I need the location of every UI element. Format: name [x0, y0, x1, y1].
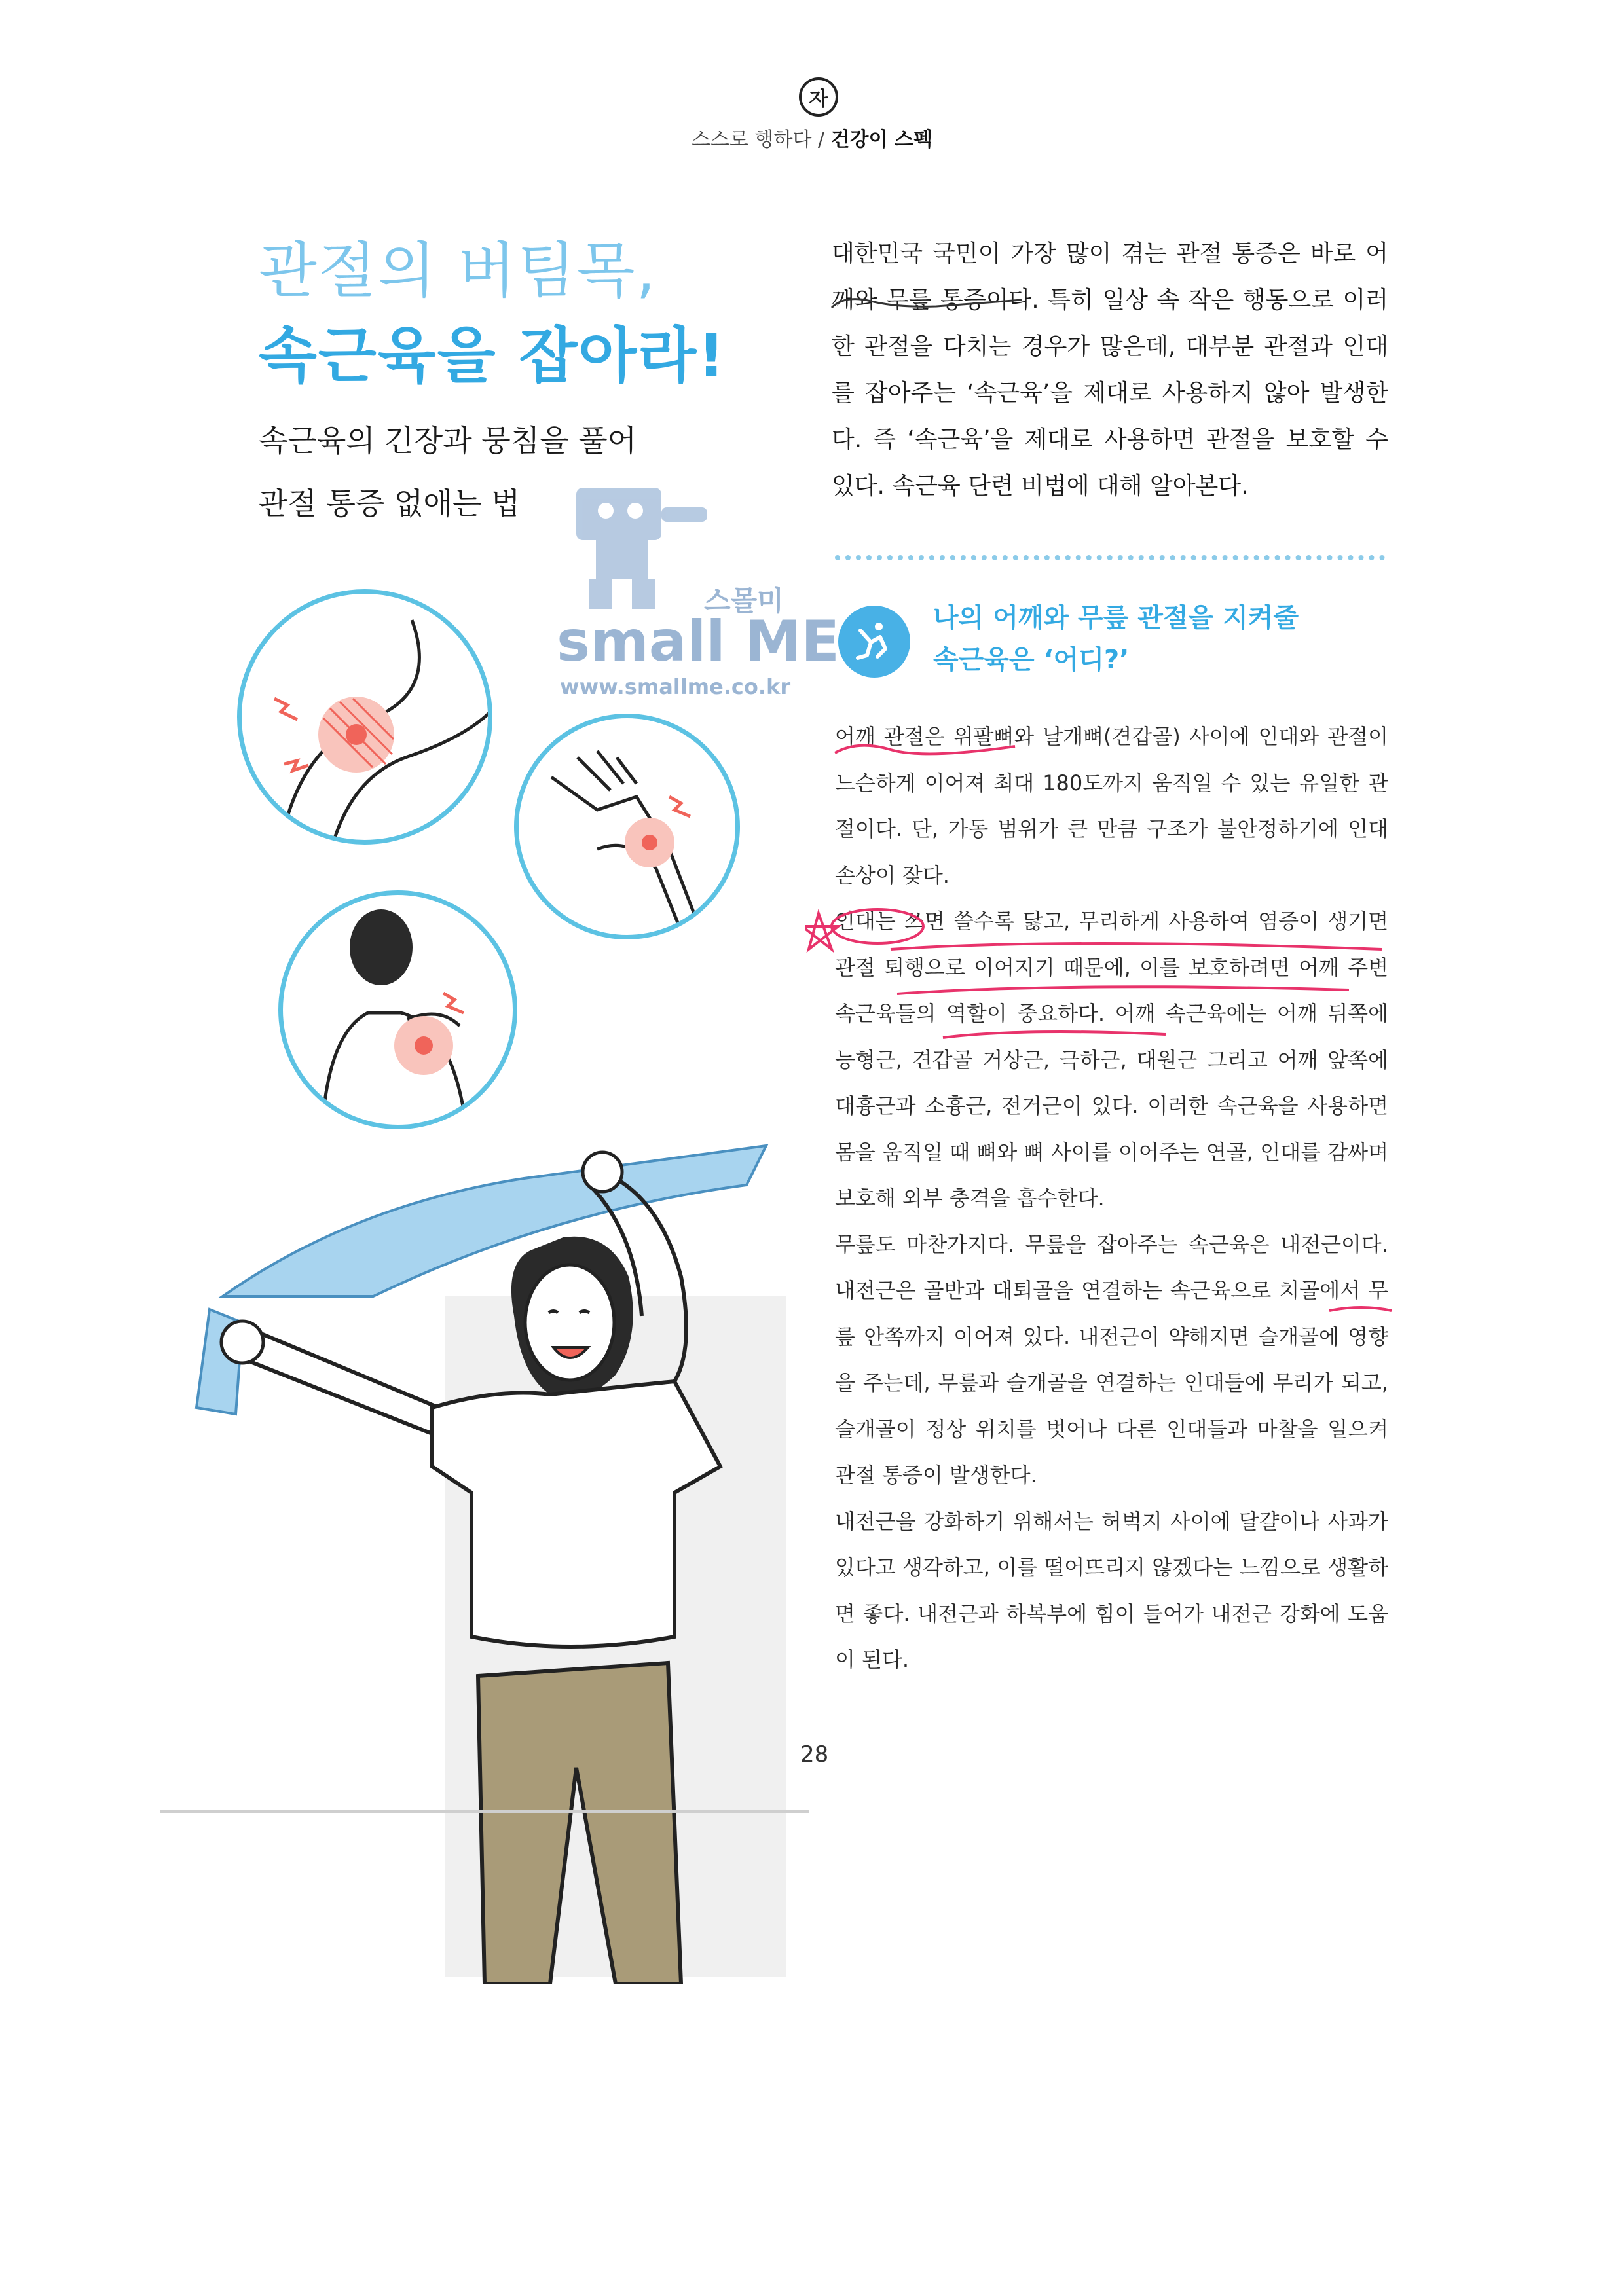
right-hand — [583, 1152, 622, 1192]
watermark-name-en: small ME — [557, 609, 840, 674]
pen-underline-role — [943, 1032, 1166, 1038]
woman-stretching-illustration — [157, 1100, 812, 1984]
body-paragraph-3: 무릎도 마찬가지다. 무릎을 잡아주는 속근육은 내전근이다. 내전근은 골반과 대퇴골을 연결하는 속근육으로 치골에서 무릎 안쪽까지 이어져 있다. 내전근이 약해지면 슬개골에 영향을 주는데, 무릎과 슬개골을 연결하는 인대들에 무리가 되고, 슬개골이 정상 위치를 벗어나 다른 인대들과 마찰을 일으켜 관절 통증이 발생한다. — [835, 1231, 1388, 1487]
left-arm — [242, 1326, 439, 1434]
section-title-line-1: 나의 어깨와 무릎 관절을 지켜줄 — [933, 603, 1299, 633]
stretch-band — [223, 1146, 766, 1296]
body-paragraph-2: 인대는 쓰면 쓸수록 닳고, 무리하게 사용하여 염증이 생기면 관절 퇴행으로 이어지기 때문에, 이를 보호하려면 어깨 주변 속근육들의 역할이 중요하다. 어깨 속근육에는 어깨 뒤쪽에 능형근, 견갑골 거상근, 극하근, 대원근 그리고 어깨 앞쪽에 대흉근과 소흉근, 전거근이 있다. 이러한 속근육을 사용하면 몸을 움직일 때 뼈와 뼈 사이를 이어주는 연골, 인대를 감싸며 보호해 외부 충격을 흡수한다. — [835, 909, 1388, 1211]
chapter-badge: 자 — [799, 77, 838, 117]
pen-underline-adductor — [1329, 1307, 1392, 1311]
subtitle-line-2: 관절 통증 없애는 법 — [259, 486, 521, 521]
wrist-pain-circle — [514, 714, 740, 939]
header-section: 스스로 행하다 / — [692, 128, 831, 151]
title-line-1: 관절의 버팀목, — [259, 236, 657, 306]
pen-underline-shoulder-knee — [832, 299, 1022, 308]
shoulder-illustration — [283, 895, 515, 1127]
watermark-url: www.smallme.co.kr — [560, 674, 791, 699]
pen-star-mark — [805, 913, 838, 949]
face — [525, 1265, 614, 1380]
pen-annotations — [805, 268, 1395, 1329]
body-paragraph-1: 어깨 관절은 위팔뼈와 날개뼈(견갑골) 사이에 인대와 관절이 느슨하게 이어져 최대 180도까지 움직일 수 있는 유일한 관절이다. 단, 가동 범위가 큰 만큼 구조가 불안정하기에 인대 손상이 잦다. — [835, 724, 1388, 888]
intro-paragraph: 대한민국 국민이 가장 많이 겪는 관절 통증은 바로 어깨와 무릎 통증이다. 특히 일상 속 작은 행동으로 이러한 관절을 다치는 경우가 많은데, 대부분 관절과 인대를 잡아주는 ‘속근육’을 제대로 사용하지 않아 발생한다. 즉 ‘속근육’을 제대로 사용하면 관절을 보호할 수 있다. 속근육 단련 비법에 대해 알아본다. — [832, 240, 1388, 500]
hand-illustration — [519, 718, 738, 938]
page-number: 28 — [800, 1741, 829, 1768]
pen-underline-degeneration — [897, 987, 1349, 994]
body-paragraph-4: 내전근을 강화하기 위해서는 허벅지 사이에 달걀이나 사과가 있다고 생각하고, 이를 떨어뜨리지 않겠다는 느낌으로 생활하면 좋다. 내전근과 하복부에 힘이 들어가 내전근 강화에 도움이 된다. — [835, 1508, 1388, 1672]
pen-circle-ligament — [832, 909, 923, 943]
pen-underline-ligament — [891, 943, 1382, 949]
pen-underline-shoulder-joint — [835, 746, 1015, 754]
section-title-line-2: 속근육은 ‘어디?’ — [933, 645, 1130, 675]
title-line-2: 속근육을 잡아라! — [259, 321, 727, 391]
watermark-name-ko: 스몰미 — [704, 585, 784, 617]
subtitle-line-1: 속근육의 긴장과 뭉침을 풀어 — [259, 423, 637, 458]
left-hand — [221, 1321, 263, 1363]
page-trim-edge — [160, 1810, 809, 1813]
header-subsection: 건강이 스펙 — [830, 128, 932, 151]
knee-pain-circle — [237, 589, 492, 845]
robot-logo — [576, 488, 707, 609]
shoulder-pain-circle — [278, 890, 517, 1129]
knee-illustration — [242, 594, 490, 843]
running-header — [0, 123, 1624, 152]
